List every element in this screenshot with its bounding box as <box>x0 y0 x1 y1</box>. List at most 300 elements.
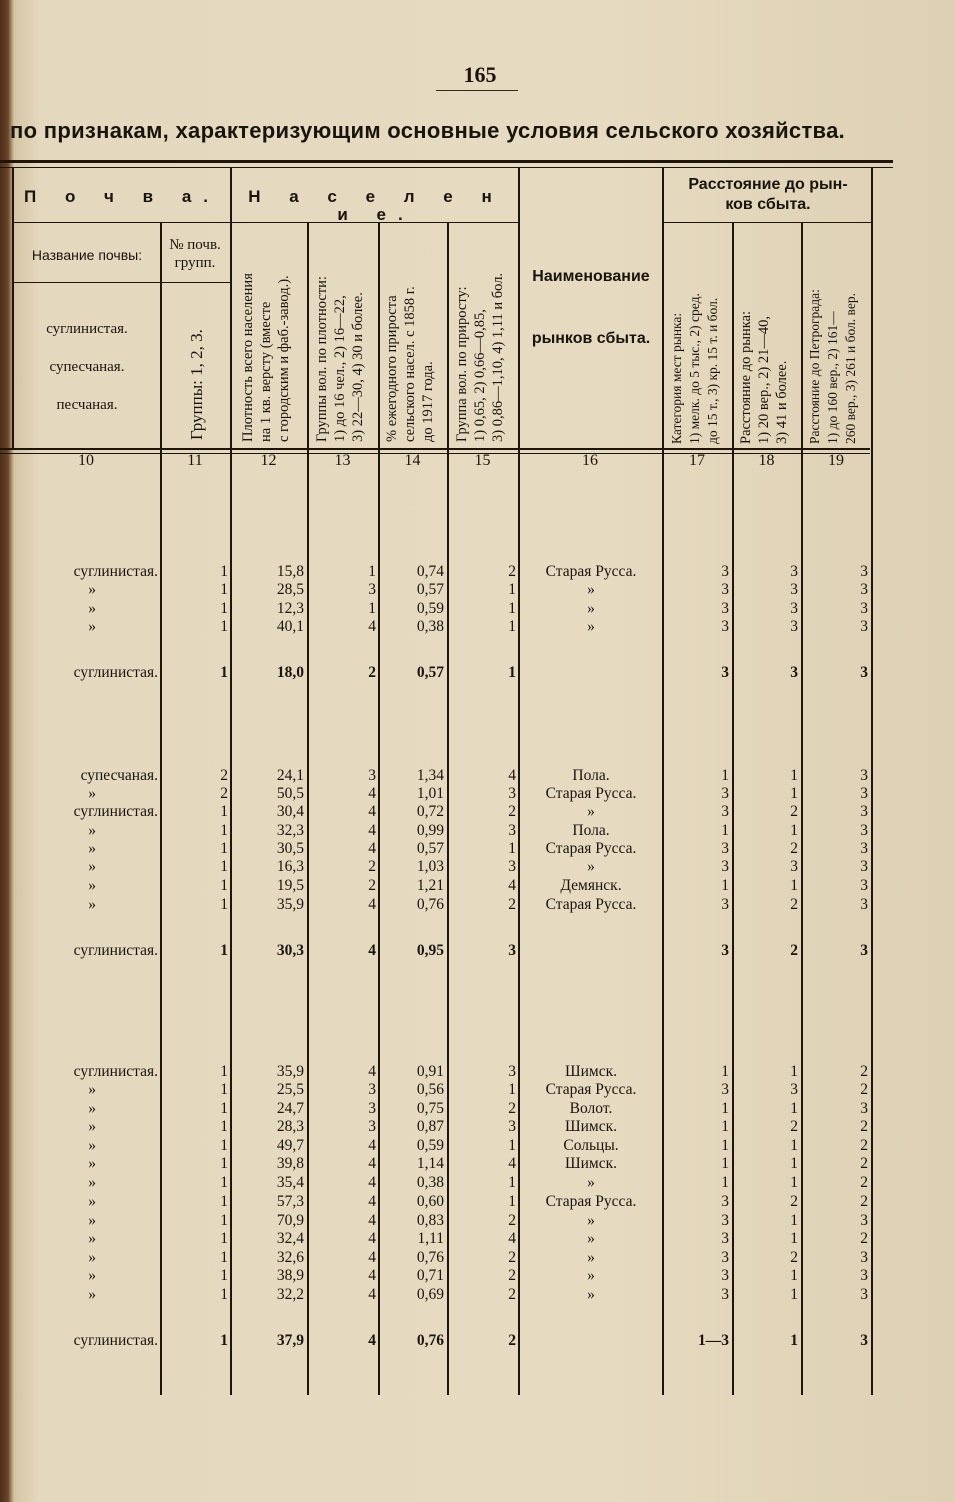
cell-c12: 24,7 <box>276 1100 304 1117</box>
cell-c16: » <box>587 858 595 875</box>
cell-c17: 3 <box>721 942 729 959</box>
cell-c14: 0,57 <box>416 581 444 598</box>
cell-c17: 3 <box>721 1081 729 1098</box>
cell-c15: 1 <box>508 1081 516 1098</box>
cell-c15: 1 <box>508 840 516 857</box>
cell-c19: 3 <box>860 785 868 802</box>
header-col13-line3: 3) 22—30, 4) 30 и более. <box>350 292 366 442</box>
cell-soil-name: суглинистая. <box>73 1332 158 1349</box>
cell-c13: 4 <box>368 822 376 839</box>
column-number-14: 14 <box>404 452 421 469</box>
cell-c19: 3 <box>860 618 868 635</box>
cell-c16: Старая Русса. <box>545 896 637 913</box>
cell-c18: 3 <box>790 664 798 681</box>
cell-c18: 1 <box>790 1286 798 1303</box>
cell-c15: 1 <box>508 600 516 617</box>
cell-c13: 4 <box>368 896 376 913</box>
cell-soil-name: » <box>88 600 96 617</box>
header-population: Н а с е л е н и е. <box>248 187 504 224</box>
cell-c15: 4 <box>508 767 516 784</box>
cell-c13: 4 <box>368 1174 376 1191</box>
cell-c19: 2 <box>860 1081 868 1098</box>
cell-c13: 4 <box>368 1193 376 1210</box>
cell-c16: Шимск. <box>564 1118 618 1135</box>
cell-c12: 28,5 <box>276 581 304 598</box>
column-number-18: 18 <box>758 452 775 469</box>
page-number-rule <box>436 90 518 91</box>
header-soil-list-1: супесчаная. <box>49 359 125 375</box>
cell-c13: 3 <box>368 767 376 784</box>
cell-c19: 3 <box>860 600 868 617</box>
cell-c18: 1 <box>790 1137 798 1154</box>
cell-soil-name: суглинистая. <box>73 803 158 820</box>
cell-c19: 3 <box>860 896 868 913</box>
cell-soil-name: супесчаная. <box>80 767 158 784</box>
header-soil-list-0: суглинистая. <box>46 321 128 337</box>
cell-c14: 0,75 <box>416 1100 444 1117</box>
cell-c14: 1,03 <box>416 858 444 875</box>
cell-c17: 3 <box>721 1230 729 1247</box>
cell-c18: 1 <box>790 1100 798 1117</box>
cell-c13: 4 <box>368 1286 376 1303</box>
cell-c19: 2 <box>860 1230 868 1247</box>
cell-c15: 3 <box>508 858 516 875</box>
cell-c18: 2 <box>790 840 798 857</box>
cell-c13: 3 <box>368 581 376 598</box>
cell-soil-name: » <box>88 896 96 913</box>
cell-g11: 1 <box>220 1174 228 1191</box>
cell-c13: 3 <box>368 1100 376 1117</box>
cell-g11: 1 <box>220 563 228 580</box>
cell-soil-name: » <box>88 1118 96 1135</box>
header-col12-line2: на 1 кв. версту (вместе <box>258 301 274 442</box>
cell-c19: 2 <box>860 1063 868 1080</box>
cell-c17: 1 <box>721 1155 729 1172</box>
cell-c19: 3 <box>860 1100 868 1117</box>
cell-soil-name: » <box>88 618 96 635</box>
cell-c19: 2 <box>860 1137 868 1154</box>
cell-c12: 30,4 <box>276 803 304 820</box>
cell-c19: 2 <box>860 1118 868 1135</box>
cell-c16: » <box>587 581 595 598</box>
cell-soil-name: » <box>88 1174 96 1191</box>
cell-c17: 3 <box>721 1267 729 1284</box>
cell-c18: 1 <box>790 1063 798 1080</box>
cell-g11: 1 <box>220 877 228 894</box>
cell-c19: 2 <box>860 1174 868 1191</box>
cell-c16: Сольцы. <box>563 1137 619 1154</box>
cell-g11: 1 <box>220 1118 228 1135</box>
cell-c15: 2 <box>508 1286 516 1303</box>
cell-c14: 0,95 <box>416 942 444 959</box>
cell-c12: 18,0 <box>276 664 304 681</box>
soil-name-rule <box>12 282 230 283</box>
cell-c14: 0,69 <box>416 1286 444 1303</box>
cell-c16: » <box>587 1230 595 1247</box>
cell-c16: » <box>587 618 595 635</box>
cell-c18: 1 <box>790 767 798 784</box>
cell-g11: 2 <box>220 785 228 802</box>
cell-c13: 3 <box>368 1118 376 1135</box>
cell-g11: 1 <box>220 803 228 820</box>
cell-c16: Старая Русса. <box>545 1081 637 1098</box>
cell-g11: 1 <box>220 1212 228 1229</box>
header-col14-line1: % ежегодного прироста <box>384 295 400 442</box>
cell-c18: 3 <box>790 858 798 875</box>
cell-c18: 2 <box>790 1193 798 1210</box>
column-number-13: 13 <box>334 452 351 469</box>
cell-soil-name: » <box>88 877 96 894</box>
col-line-13-14 <box>378 223 380 1395</box>
cell-c15: 1 <box>508 1174 516 1191</box>
cell-c18: 2 <box>790 896 798 913</box>
header-soil-name: Название почвы: <box>31 247 143 263</box>
cell-c17: 1 <box>721 822 729 839</box>
cell-c14: 0,60 <box>416 1193 444 1210</box>
cell-c14: 0,91 <box>416 1063 444 1080</box>
cell-c14: 1,14 <box>416 1155 444 1172</box>
cell-c15: 1 <box>508 1193 516 1210</box>
cell-c18: 2 <box>790 942 798 959</box>
cell-c17: 3 <box>721 896 729 913</box>
cell-c14: 0,76 <box>416 896 444 913</box>
cell-c12: 15,8 <box>276 563 304 580</box>
cell-c19: 2 <box>860 1193 868 1210</box>
cell-c15: 2 <box>508 1100 516 1117</box>
cell-c15: 3 <box>508 822 516 839</box>
cell-c19: 3 <box>860 803 868 820</box>
column-number-15: 15 <box>474 452 491 469</box>
cell-c18: 1 <box>790 822 798 839</box>
cell-g11: 1 <box>220 1081 228 1098</box>
cell-c12: 57,3 <box>276 1193 304 1210</box>
cell-c17: 3 <box>721 803 729 820</box>
soil-sub-rule <box>12 222 230 223</box>
cell-g11: 1 <box>220 1267 228 1284</box>
cell-c19: 3 <box>860 581 868 598</box>
cell-c12: 19,5 <box>276 877 304 894</box>
cell-c17: 3 <box>721 840 729 857</box>
cell-soil-name: » <box>88 1081 96 1098</box>
cell-c14: 0,59 <box>416 1137 444 1154</box>
cell-c12: 37,9 <box>276 1332 304 1349</box>
cell-g11: 1 <box>220 581 228 598</box>
cell-c16: » <box>587 1212 595 1229</box>
top-rule-thick <box>0 160 893 163</box>
cell-c15: 4 <box>508 1230 516 1247</box>
cell-soil-name: » <box>88 1212 96 1229</box>
cell-c16: Старая Русса. <box>545 563 637 580</box>
cell-c15: 1 <box>508 664 516 681</box>
cell-c15: 1 <box>508 581 516 598</box>
cell-c14: 0,38 <box>416 1174 444 1191</box>
header-col19-line3: 260 вер., 3) 261 и бол. вер. <box>843 293 858 444</box>
cell-c17: 3 <box>721 581 729 598</box>
cell-c19: 3 <box>860 1286 868 1303</box>
cell-c19: 3 <box>860 822 868 839</box>
cell-g11: 1 <box>220 896 228 913</box>
cell-c12: 35,9 <box>276 896 304 913</box>
cell-c19: 3 <box>860 1267 868 1284</box>
cell-c19: 3 <box>860 767 868 784</box>
cell-c14: 0,74 <box>416 563 444 580</box>
header-col12-line1: Плотность всего населения <box>240 273 256 442</box>
col-line-right <box>871 168 873 1395</box>
cell-c12: 50,5 <box>276 785 304 802</box>
page-title: по признакам, характеризующим основные условия сельского хозяйства. <box>10 118 846 143</box>
cell-c19: 3 <box>860 1332 868 1349</box>
header-col19-line1: Расстояние до Петрограда: <box>807 289 822 444</box>
header-col15-line3: 3) 0,86—1,10, 4) 1,11 и бол. <box>490 272 506 442</box>
cell-c18: 3 <box>790 600 798 617</box>
cell-c18: 1 <box>790 1332 798 1349</box>
cell-c12: 28,3 <box>276 1118 304 1135</box>
cell-c15: 2 <box>508 896 516 913</box>
cell-g11: 1 <box>220 1332 228 1349</box>
cell-c14: 0,72 <box>416 803 444 820</box>
header-col15-line2: 1) 0,65, 2) 0,66—0,85, <box>472 309 488 442</box>
cell-c18: 2 <box>790 803 798 820</box>
header-col13-line2: 1) до 16 чел., 2) 16—22, <box>332 295 348 442</box>
cell-g11: 1 <box>220 1286 228 1303</box>
cell-c19: 3 <box>860 840 868 857</box>
cell-g11: 1 <box>220 600 228 617</box>
header-col16-line1: Наименование <box>532 268 650 285</box>
header-soil-group-no-1: № почв. <box>169 237 221 253</box>
cell-soil-name: » <box>88 1100 96 1117</box>
cell-c12: 35,4 <box>276 1174 304 1191</box>
cell-c13: 2 <box>368 664 376 681</box>
cell-soil-name: суглинистая. <box>73 664 158 681</box>
cell-c17: 3 <box>721 618 729 635</box>
cell-c14: 1,21 <box>416 877 444 894</box>
cell-c18: 3 <box>790 618 798 635</box>
header-bottom-rule <box>0 448 870 450</box>
cell-g11: 1 <box>220 1155 228 1172</box>
cell-c14: 0,56 <box>416 1081 444 1098</box>
cell-c13: 4 <box>368 1249 376 1266</box>
cell-c17: 1—3 <box>698 1332 729 1349</box>
cell-c17: 3 <box>721 1286 729 1303</box>
cell-c16: » <box>587 803 595 820</box>
cell-c12: 25,5 <box>276 1081 304 1098</box>
cell-c19: 3 <box>860 877 868 894</box>
cell-c17: 3 <box>721 664 729 681</box>
cell-c17: 1 <box>721 1063 729 1080</box>
cell-c15: 3 <box>508 1063 516 1080</box>
header-soil-group-no-2: групп. <box>174 255 216 271</box>
cell-c16: Шимск. <box>564 1063 618 1080</box>
cell-c13: 4 <box>368 840 376 857</box>
cell-c14: 0,76 <box>416 1249 444 1266</box>
cell-g11: 1 <box>220 1137 228 1154</box>
cell-c17: 1 <box>721 1118 729 1135</box>
cell-c16: Пола. <box>572 767 610 784</box>
cell-c14: 1,11 <box>417 1230 444 1247</box>
cell-c13: 3 <box>368 1081 376 1098</box>
header-distance-line1: Расстояние до рын- <box>688 176 848 193</box>
cell-c12: 49,7 <box>276 1137 304 1154</box>
cell-c13: 1 <box>368 600 376 617</box>
cell-c13: 2 <box>368 877 376 894</box>
header-soil: П о ч в а. <box>24 187 220 206</box>
cell-c17: 1 <box>721 1100 729 1117</box>
cell-c15: 1 <box>508 618 516 635</box>
cell-c17: 1 <box>721 767 729 784</box>
header-col12-line3: с городским и фаб.-завод.). <box>276 275 292 442</box>
cell-g11: 1 <box>220 618 228 635</box>
cell-c15: 3 <box>508 1118 516 1135</box>
cell-c12: 32,3 <box>276 822 304 839</box>
cell-soil-name: » <box>88 1286 96 1303</box>
cell-c18: 3 <box>790 581 798 598</box>
cell-c18: 2 <box>790 1118 798 1135</box>
cell-c12: 70,9 <box>276 1212 304 1229</box>
cell-c13: 4 <box>368 1155 376 1172</box>
cell-c16: Старая Русса. <box>545 785 637 802</box>
cell-c12: 30,3 <box>276 942 304 959</box>
cell-c18: 1 <box>790 1267 798 1284</box>
cell-c12: 40,1 <box>276 618 304 635</box>
cell-c13: 4 <box>368 1332 376 1349</box>
cell-c14: 0,59 <box>416 600 444 617</box>
cell-c14: 0,71 <box>416 1267 444 1284</box>
cell-c18: 1 <box>790 785 798 802</box>
cell-c12: 32,4 <box>276 1230 304 1247</box>
header-col17-line1: Категория мест рынка: <box>669 312 684 444</box>
cell-soil-name: суглинистая. <box>73 563 158 580</box>
cell-soil-name: » <box>88 785 96 802</box>
dist-sub-rule <box>664 222 872 223</box>
cell-c18: 2 <box>790 1249 798 1266</box>
column-number-12: 12 <box>260 452 277 469</box>
cell-c16: Пола. <box>572 822 610 839</box>
cell-c13: 2 <box>368 858 376 875</box>
cell-c13: 4 <box>368 1212 376 1229</box>
cell-c19: 3 <box>860 942 868 959</box>
cell-c14: 0,38 <box>416 618 444 635</box>
cell-c15: 2 <box>508 803 516 820</box>
header-col16-line2: рынков сбыта. <box>531 330 651 347</box>
cell-c13: 4 <box>368 942 376 959</box>
cell-c15: 2 <box>508 1332 516 1349</box>
cell-c13: 4 <box>368 1063 376 1080</box>
header-distance-line2: ков сбыта. <box>725 196 811 213</box>
column-number-16: 16 <box>582 452 598 469</box>
cell-c16: » <box>587 600 595 617</box>
cell-c17: 1 <box>721 1174 729 1191</box>
cell-c13: 1 <box>368 563 376 580</box>
cell-c15: 2 <box>508 563 516 580</box>
cell-c16: Старая Русса. <box>545 1193 637 1210</box>
cell-c16: » <box>587 1249 595 1266</box>
cell-g11: 1 <box>220 942 228 959</box>
cell-c12: 32,6 <box>276 1249 304 1266</box>
header-col15-line1: Группа вол. по приросту: <box>454 286 470 442</box>
cell-c14: 0,76 <box>416 1332 444 1349</box>
header-soil-list-2: песчаная. <box>56 397 118 413</box>
cell-c19: 3 <box>860 858 868 875</box>
cell-c14: 1,34 <box>416 767 444 784</box>
cell-c14: 0,99 <box>416 822 444 839</box>
cell-c16: Шимск. <box>564 1155 618 1172</box>
cell-g11: 1 <box>220 840 228 857</box>
cell-c14: 0,83 <box>416 1212 444 1229</box>
cell-c17: 3 <box>721 858 729 875</box>
cell-c14: 0,57 <box>416 840 444 857</box>
cell-c13: 4 <box>368 803 376 820</box>
cell-c17: 3 <box>721 1212 729 1229</box>
page-number: 165 <box>463 62 497 87</box>
header-col17-line2: 1) мелк. до 5 тыс., 2) сред. <box>687 293 702 444</box>
cell-c19: 3 <box>860 1212 868 1229</box>
cell-c14: 0,87 <box>416 1118 444 1135</box>
cell-c15: 4 <box>508 1155 516 1172</box>
top-rule-thin <box>0 167 893 168</box>
header-col18-line1: Расстояние до рынка: <box>738 310 754 444</box>
cell-c12: 32,2 <box>276 1286 304 1303</box>
cell-soil-name: » <box>88 1267 96 1284</box>
cell-c15: 3 <box>508 785 516 802</box>
cell-soil-name: » <box>88 840 96 857</box>
cell-c13: 4 <box>368 618 376 635</box>
cell-c17: 1 <box>721 1137 729 1154</box>
cell-c15: 2 <box>508 1267 516 1284</box>
cell-c12: 38,9 <box>276 1267 304 1284</box>
cell-c13: 4 <box>368 1267 376 1284</box>
cell-c12: 35,9 <box>276 1063 304 1080</box>
cell-g11: 1 <box>220 1249 228 1266</box>
cell-c17: 3 <box>721 1249 729 1266</box>
cell-g11: 1 <box>220 1230 228 1247</box>
cell-c18: 1 <box>790 1212 798 1229</box>
cell-soil-name: » <box>88 822 96 839</box>
cell-c18: 1 <box>790 1230 798 1247</box>
header-col18-line3: 3) 41 и более. <box>774 360 790 444</box>
cell-c19: 3 <box>860 563 868 580</box>
cell-c15: 1 <box>508 1137 516 1154</box>
cell-c13: 4 <box>368 785 376 802</box>
cell-c13: 4 <box>368 1137 376 1154</box>
cell-soil-name: » <box>88 858 96 875</box>
cell-c15: 2 <box>508 1212 516 1229</box>
cell-c16: » <box>587 1267 595 1284</box>
cell-soil-name: » <box>88 581 96 598</box>
cell-c12: 30,5 <box>276 840 304 857</box>
cell-soil-name: суглинистая. <box>73 1063 158 1080</box>
column-number-17: 17 <box>689 452 705 469</box>
cell-g11: 2 <box>220 767 228 784</box>
header-col19-line2: 1) до 160 вер., 2) 161— <box>825 311 840 444</box>
cell-c19: 2 <box>860 1155 868 1172</box>
header-col18-line2: 1) 20 вер., 2) 21—40, <box>756 316 772 444</box>
cell-c18: 3 <box>790 1081 798 1098</box>
column-number-10: 10 <box>78 452 94 469</box>
cell-c16: Волот. <box>569 1100 613 1117</box>
cell-g11: 1 <box>220 1193 228 1210</box>
cell-c15: 4 <box>508 877 516 894</box>
header-soil-groups-vertical: Группы: 1, 2, 3. <box>187 329 206 440</box>
cell-soil-name: » <box>88 1249 96 1266</box>
cell-c12: 24,1 <box>276 767 304 784</box>
cell-c18: 1 <box>790 1155 798 1172</box>
cell-c12: 12,3 <box>276 600 304 617</box>
cell-c18: 1 <box>790 1174 798 1191</box>
cell-c17: 3 <box>721 1193 729 1210</box>
cell-c16: Старая Русса. <box>545 840 637 857</box>
header-col14-line3: до 1917 года. <box>420 361 436 442</box>
cell-c18: 1 <box>790 877 798 894</box>
